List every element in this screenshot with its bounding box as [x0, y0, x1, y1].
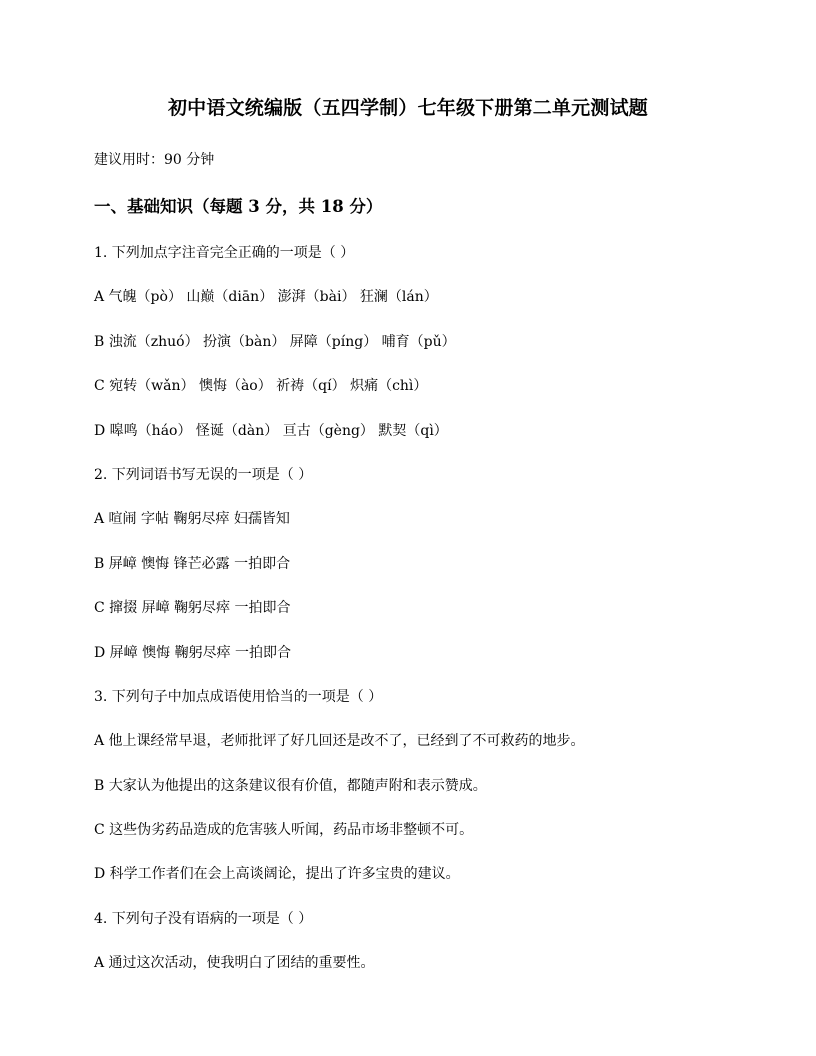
question-line: 3. 下列句子中加点成语使用恰当的一项是（ ） [94, 688, 383, 705]
answer-option: A 他上课经常早退，老师批评了好几回还是改不了，已经到了不可救药的地步。 [94, 733, 585, 750]
answer-option: C 这些伪劣药品造成的危害骇人听闻，药品市场非整顿不可。 [94, 822, 474, 839]
question-line: 1. 下列加点字注音完全正确的一项是（ ） [94, 245, 355, 261]
answer-option: A 通过这次活动，使我明白了团结的重要性。 [94, 955, 375, 972]
question-list [94, 242, 734, 997]
answer-option: C 撺掇 屏嶂 鞠躬尽瘁 一拍即合 [94, 600, 291, 617]
answer-option: A 气魄（pò） 山巅（diān） 澎湃（bài） 狂澜（lán） [94, 289, 438, 306]
answer-option: B 浊流（zhuó） 扮演（bàn） 屏障（píng） 哺育（pǔ） [94, 333, 456, 350]
answer-option: C 宛转（wǎn） 懊悔（ào） 祈祷（qí） 炽痛（chì） [94, 378, 428, 395]
answer-option: D 嗥鸣（háo） 怪诞（dàn） 亘古（gèng） 默契（qì） [94, 422, 448, 439]
answer-option: B 大家认为他提出的这条建议很有价值，都随声附和表示赞成。 [94, 777, 487, 794]
answer-option: D 屏嶂 懊悔 鞠躬尽瘁 一拍即合 [94, 644, 292, 661]
answer-option: D 科学工作者们在会上高谈阔论，提出了许多宝贵的建议。 [94, 866, 460, 883]
question-line: 4. 下列句子没有语病的一项是（ ） [94, 910, 313, 927]
answer-option: A 喧闹 字帖 鞠躬尽瘁 妇孺皆知 [94, 511, 290, 528]
suggested-time: 建议用时：90 分钟 [94, 152, 215, 168]
answer-option: B 屏嶂 懊悔 锋芒必露 一拍即合 [94, 555, 291, 572]
section-heading: 一、基础知识（每题 3 分，共 18 分） [94, 197, 383, 216]
question-line: 2. 下列词语书写无误的一项是（ ） [94, 466, 313, 483]
document-title: 初中语文统编版（五四学制）七年级下册第二单元测试题 [167, 97, 648, 119]
